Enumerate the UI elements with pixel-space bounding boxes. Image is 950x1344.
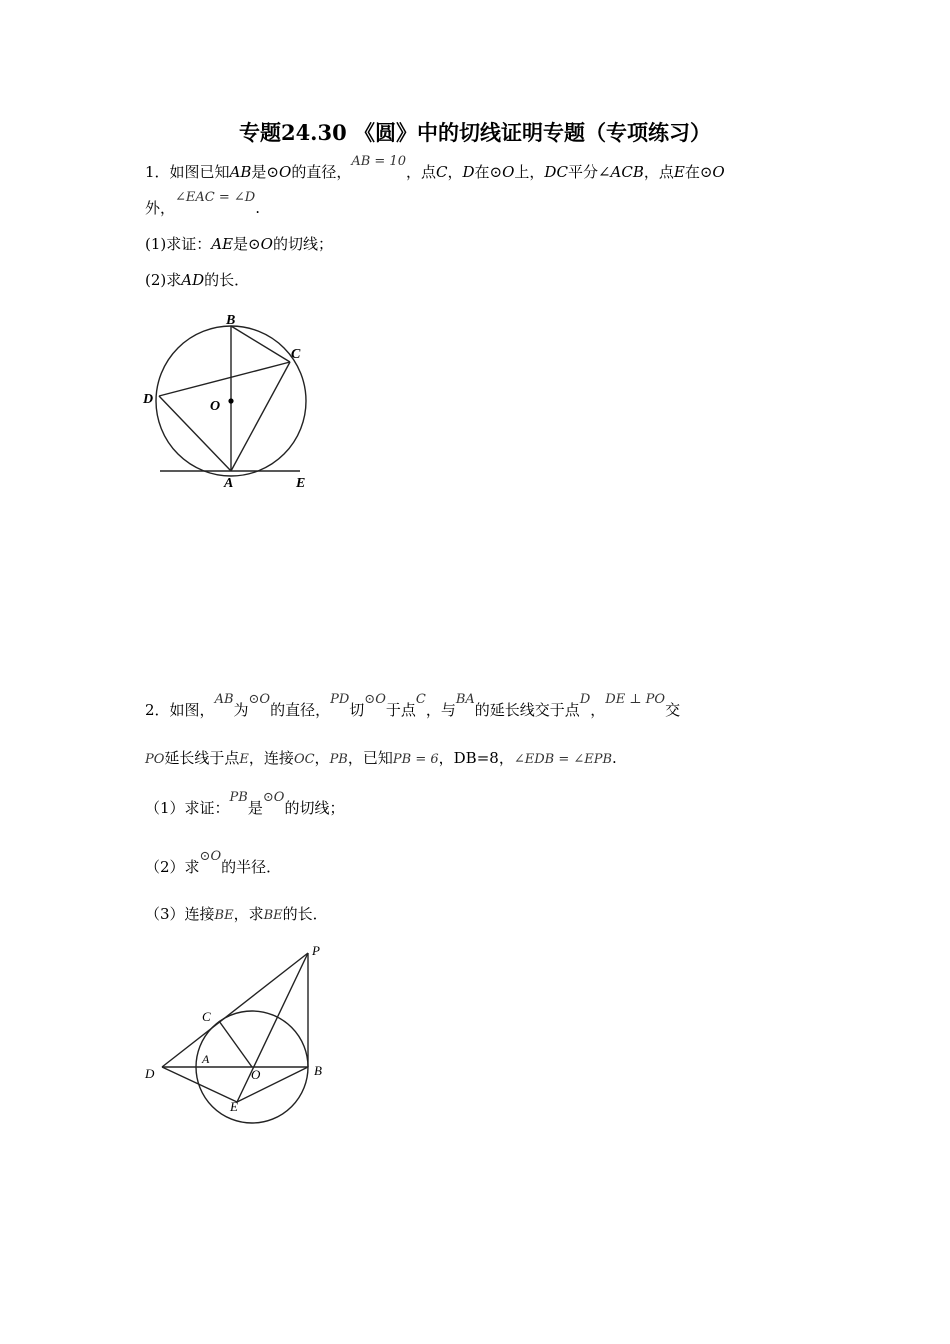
label-d: D <box>145 1066 155 1081</box>
text: ，点 <box>405 163 436 181</box>
text: ， <box>590 701 606 719</box>
text: 平分∠ <box>567 163 611 181</box>
text: 是 <box>247 799 263 817</box>
label-a: A <box>202 1052 210 1066</box>
text: 的延长线交于点 <box>474 701 580 719</box>
text: 上， <box>514 163 545 181</box>
math-ab: AB <box>214 692 234 707</box>
text: 为 <box>233 701 249 719</box>
center-point <box>228 398 233 403</box>
text: （1）求证： <box>145 799 230 817</box>
problem1-line1 <box>145 154 725 184</box>
problem2-line2 <box>145 748 617 770</box>
text: ，连接 <box>248 749 294 767</box>
tangent-pd <box>162 953 308 1067</box>
math-pb: PB <box>229 790 248 805</box>
text: ，已知 <box>347 749 393 767</box>
segment-pe <box>237 953 308 1102</box>
math-circle-o: ⊙O <box>364 692 386 707</box>
math-dc: DC <box>544 163 568 181</box>
math-d: D <box>579 692 591 707</box>
math-c: C <box>415 692 426 707</box>
text: ， <box>314 749 330 767</box>
problem2-line1 <box>145 692 681 722</box>
text: （3）连接 <box>145 905 215 923</box>
text: 外， <box>145 199 176 217</box>
label-o: O <box>251 1067 261 1082</box>
problem2-question3 <box>145 904 328 926</box>
text: 是⊙ <box>233 235 261 253</box>
text: ，求 <box>233 905 264 923</box>
problem2-figure <box>140 935 340 1130</box>
math-angle: ∠EDB = ∠EPB <box>513 752 613 767</box>
text: ， <box>438 749 454 767</box>
label-o: O <box>210 399 221 414</box>
label-b: B <box>226 313 236 328</box>
text: （2）求 <box>145 858 200 876</box>
text: 的直径， <box>291 163 352 181</box>
math-o: O <box>502 163 515 181</box>
problem1-question2 <box>145 270 249 290</box>
label-d: D <box>143 392 154 407</box>
math-d: D <box>462 163 475 181</box>
text: 交 <box>665 701 681 719</box>
math-pb: PB <box>329 752 348 767</box>
problem2-question2 <box>145 849 282 879</box>
math-be: BE <box>263 908 283 923</box>
math-acb: ACB <box>610 163 644 181</box>
math-oc: OC <box>293 752 315 767</box>
math-pd: PD <box>330 692 350 707</box>
math-circle-o: ⊙O <box>248 692 271 707</box>
label-b: B <box>314 1063 322 1078</box>
problem1-number: 1． <box>145 163 170 181</box>
problem1-question1 <box>145 234 333 254</box>
page-title: 专题24.30 《圆》中的切线证明专题（专项练习） <box>238 120 712 145</box>
math-ad: AD <box>181 271 205 289</box>
label-e: E <box>230 1099 238 1114</box>
segment-oc <box>219 1021 252 1067</box>
math-angle: ∠EAC = ∠D <box>175 190 256 205</box>
text: ， <box>498 749 514 767</box>
math-e: E <box>673 163 685 181</box>
math-circle-o: ⊙O <box>262 790 285 805</box>
text: 的切线； <box>272 235 333 253</box>
segment-eb <box>237 1067 308 1102</box>
text: ，点 <box>643 163 674 181</box>
math-c: C <box>435 163 448 181</box>
text: 如图已知 <box>169 163 230 181</box>
text: 在⊙ <box>684 163 713 181</box>
text: 在⊙ <box>474 163 503 181</box>
label-c: C <box>291 347 301 362</box>
math-be: BE <box>214 908 234 923</box>
math-pb-6: PB = 6 <box>392 752 439 767</box>
label-p: P <box>312 943 320 958</box>
text: ， <box>447 163 463 181</box>
math-ba: BA <box>455 692 475 707</box>
math-o: O <box>712 163 725 181</box>
math-e: E <box>239 752 249 767</box>
text: 于点 <box>385 701 416 719</box>
text: 的切线； <box>284 799 345 817</box>
text: ，与 <box>425 701 456 719</box>
math-circle-o: ⊙O <box>199 849 222 864</box>
text: (2)求 <box>145 271 182 289</box>
math-o: O <box>260 235 273 253</box>
math-o: O <box>279 163 292 181</box>
problem2-question1 <box>145 790 345 820</box>
text: 是⊙ <box>251 163 279 181</box>
text: 延长线于点 <box>164 749 240 767</box>
text: . <box>255 199 260 217</box>
problem1-figure <box>140 305 320 495</box>
math-condition: AB = 10 <box>351 154 406 169</box>
segment-dc <box>159 362 290 396</box>
segment-ca <box>231 362 290 471</box>
label-a: A <box>224 476 234 491</box>
text: . <box>612 749 617 767</box>
problem2-number: 2． <box>145 701 170 719</box>
text: 的长． <box>204 271 250 289</box>
math-po: PO <box>145 752 165 767</box>
segment-da <box>159 396 231 471</box>
text: (1)求证： <box>145 235 212 253</box>
text: 如图， <box>169 701 215 719</box>
math-ae: AE <box>211 235 234 253</box>
segment-de <box>162 1067 237 1102</box>
text: 的长． <box>282 905 328 923</box>
text: 的半径． <box>221 858 282 876</box>
text: 的直径， <box>270 701 331 719</box>
problem1-line2 <box>145 190 260 220</box>
label-c: C <box>202 1009 211 1024</box>
text: 切 <box>349 701 365 719</box>
math-de-perp-po: DE ⊥ PO <box>605 692 666 707</box>
math-ab: AB <box>229 163 252 181</box>
label-e: E <box>296 476 306 491</box>
math-db-8: DB=8 <box>453 749 499 767</box>
